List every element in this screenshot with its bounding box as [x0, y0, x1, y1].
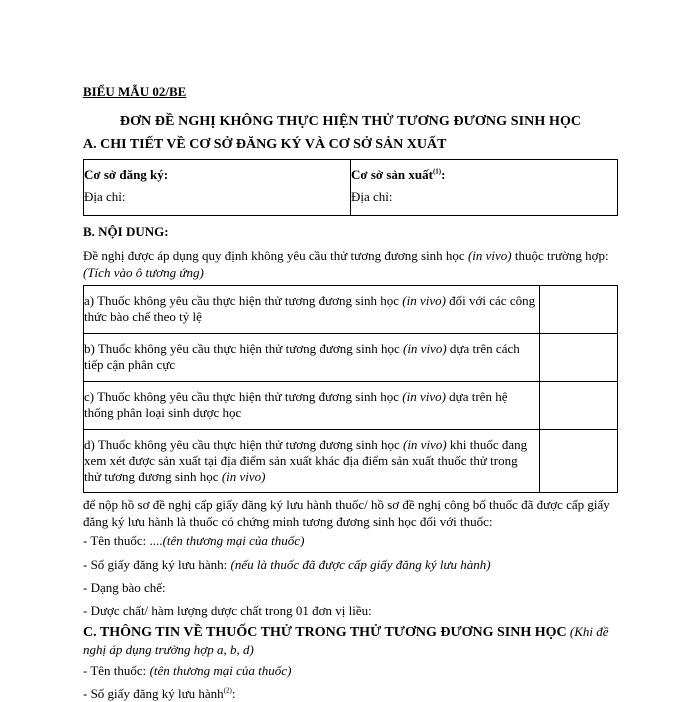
option-row-d [84, 430, 618, 493]
manufacturer-colon: : [441, 167, 446, 182]
drug-name-line [83, 533, 304, 549]
option-row-a [84, 286, 618, 334]
option-d-in-vivo-2: (in vivo) [221, 469, 266, 484]
reference-registration-colon: : [231, 686, 236, 701]
registration-number-hint: (nếu là thuốc đã được cấp giấy đăng ký lưu hành) [230, 557, 491, 572]
active-ingredient-line [83, 603, 372, 619]
footnote-ref-2: (2) [223, 686, 232, 695]
reference-drug-name-hint: (tên thương mại của thuốc) [149, 663, 292, 678]
option-text-c [84, 382, 540, 430]
registrant-label: Cơ sở đăng ký: [84, 167, 169, 182]
registration-number-line [83, 557, 491, 573]
option-text-a [84, 286, 540, 334]
section-c-heading-block [83, 623, 618, 658]
option-row-b [84, 334, 618, 382]
option-checkbox-a[interactable] [540, 286, 618, 334]
reference-drug-name-label: - Tên thuốc: [83, 663, 150, 678]
option-d-pre: d) Thuốc không yêu cầu thực hiện thử tương đương sinh học [84, 437, 403, 452]
manufacturer-address: Địa chỉ: [351, 189, 393, 204]
registration-number-label: - Số giấy đăng ký lưu hành: [83, 557, 231, 572]
section-c-hint: (Khi đề nghị áp dụng trường hợp a, b, d) [83, 624, 609, 657]
intro-text-1: Đề nghị được áp dụng quy định không yêu cầu thử tương đương sinh học [83, 248, 468, 263]
manufacturer-cell [351, 160, 618, 216]
option-b-pre: b) Thuốc không yêu cầu thực hiện thử tương đương sinh học [84, 341, 403, 356]
option-checkbox-b[interactable] [540, 334, 618, 382]
registrant-cell [84, 160, 351, 216]
option-text-b [84, 334, 540, 382]
manufacturer-label: Cơ sở sản xuất [351, 167, 433, 182]
document-title: ĐƠN ĐỀ NGHỊ KHÔNG THỰC HIỆN THỬ TƯƠNG ĐƯƠNG SINH HỌC [119, 114, 582, 129]
option-a-pre: a) Thuốc không yêu cầu thực hiện thử tương đương sinh học [84, 293, 403, 308]
option-checkbox-d[interactable] [540, 430, 618, 493]
option-checkbox-c[interactable] [540, 382, 618, 430]
section-a-heading: A. CHI TIẾT VỀ CƠ SỞ ĐĂNG KÝ VÀ CƠ SỞ SẢN XUẤT [83, 137, 447, 152]
option-c-post: dựa trên hệ thống phân loại sinh dược học [84, 389, 508, 420]
options-table [83, 285, 618, 493]
option-b-post: dựa trên cách tiếp cận phân cực [84, 341, 520, 372]
option-c-in-vivo: (in vivo) [402, 389, 446, 404]
option-a-post: đối với các công thức bào chế theo tỷ lệ [84, 293, 536, 324]
footnote-ref-1: (1) [432, 167, 442, 176]
option-row-c [84, 382, 618, 430]
section-b-intro [83, 247, 618, 281]
section-b-heading: B. NỘI DUNG: [83, 224, 169, 239]
section-c-heading: C. THÔNG TIN VỀ THUỐC THỬ TRONG THỬ TƯƠNG ĐƯƠNG SINH HỌC [83, 625, 567, 640]
drug-name-label: - Tên thuốc: .... [83, 533, 163, 548]
manufacturer-label-wrap [351, 167, 617, 183]
option-a-in-vivo: (in vivo) [402, 293, 446, 308]
registrant-address: Địa chỉ: [84, 189, 126, 204]
option-d-post: khi thuốc đang xem xét được sản xuất tại địa điểm sản xuất khác địa điểm sản xuất thuốc thử trong thử tương đương sinh học [84, 437, 528, 484]
reference-drug-name-line [83, 663, 291, 679]
establishment-table [83, 159, 618, 216]
intro-in-vivo: (in vivo) [467, 248, 512, 263]
dosage-form-label: - Dạng bào chế: [83, 580, 166, 595]
dosage-form-line [83, 580, 166, 596]
option-d-in-vivo: (in vivo) [402, 437, 447, 452]
option-text-d [84, 430, 540, 493]
drug-name-hint: (tên thương mại của thuốc) [162, 533, 305, 548]
option-b-in-vivo: (in vivo) [402, 341, 447, 356]
active-ingredient-label: - Dược chất/ hàm lượng dược chất trong 01 đơn vị liều: [83, 603, 372, 618]
option-c-pre: c) Thuốc không yêu cầu thực hiện thử tương đương sinh học [84, 389, 403, 404]
intro-hint: (Tích vào ô tương ứng) [83, 265, 204, 280]
intro-text-2: thuộc trường hợp: [511, 248, 609, 263]
reference-registration-label: - Số giấy đăng ký lưu hành [83, 686, 224, 701]
form-code: BIỂU MẪU 02/BE [83, 84, 187, 99]
section-b-after-text: để nộp hồ sơ đề nghị cấp giấy đăng ký lưu hành thuốc/ hồ sơ đề nghị công bố thuốc đã được cấp giấy đăng ký lưu hành là thuốc có chứng minh tương đương sinh học đối với thuốc: [83, 497, 610, 529]
